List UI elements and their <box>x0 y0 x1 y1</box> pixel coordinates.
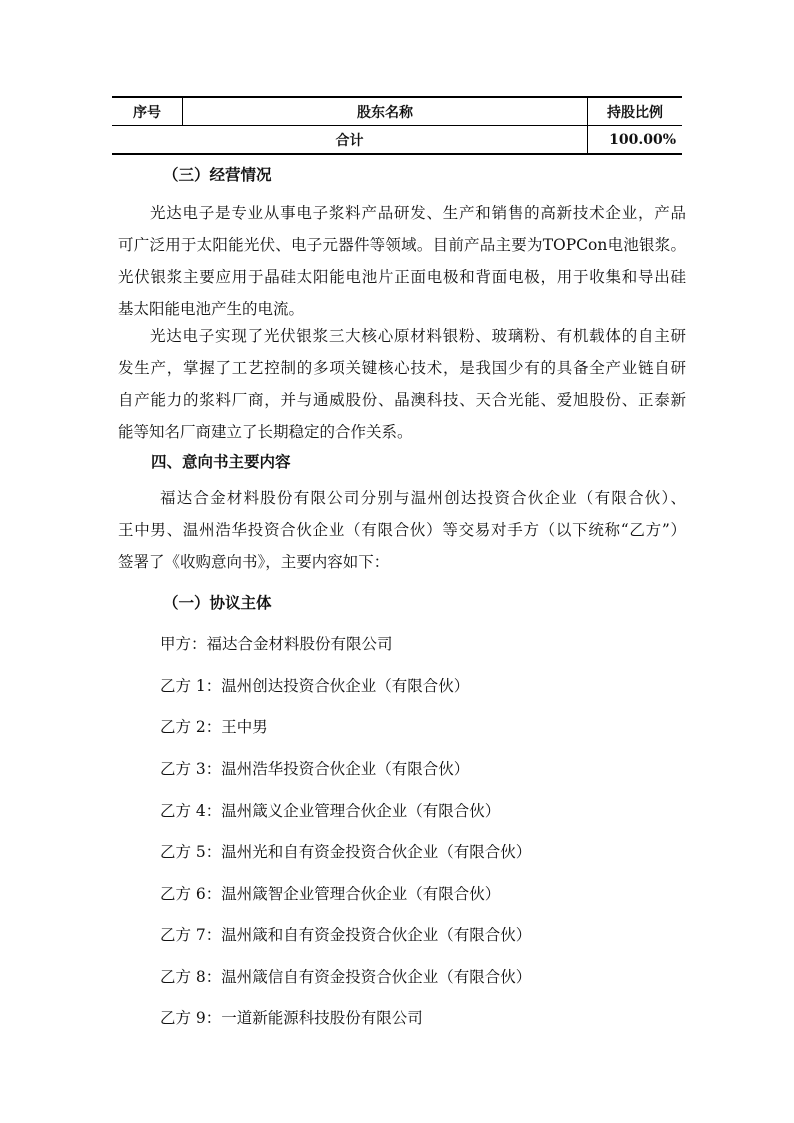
table-header-row <box>112 97 682 126</box>
party-item: 乙方 8：温州箴信自有资金投资合伙企业（有限合伙） <box>160 968 532 986</box>
paragraph-core-technology <box>118 320 686 448</box>
section-heading-letter-of-intent: 四、意向书主要内容 <box>151 452 291 471</box>
paragraph-line: 福达合金材料股份有限公司分别与温州创达投资合伙企业（有限合伙）、 <box>160 489 686 507</box>
paragraph-line: 基太阳能电池产生的电流。 <box>118 300 305 318</box>
paragraph-line: 自产能力的浆料厂商，并与通威股份、晶澳科技、天合光能、爱旭股份、正泰新 <box>118 391 686 409</box>
party-item: 乙方 1：温州创达投资合伙企业（有限合伙） <box>160 677 470 695</box>
section-heading-operations: （三）经营情况 <box>163 165 272 184</box>
total-label: 合计 <box>112 126 588 155</box>
party-item: 乙方 5：温州光和自有资金投资合伙企业（有限合伙） <box>160 843 532 861</box>
paragraph-line: 光伏银浆主要应用于晶硅太阳能电池片正面电极和背面电极，用于收集和导出硅 <box>118 268 686 286</box>
paragraph-intro <box>118 482 686 578</box>
party-item: 乙方 3：温州浩华投资合伙企业（有限合伙） <box>160 760 470 778</box>
paragraph-company-profile <box>118 197 686 325</box>
party-item: 甲方：福达合金材料股份有限公司 <box>160 635 393 653</box>
party-item: 乙方 4：温州箴义企业管理合伙企业（有限合伙） <box>160 802 501 820</box>
total-value: 100.00% <box>588 126 683 155</box>
party-item: 乙方 6：温州箴智企业管理合伙企业（有限合伙） <box>160 885 501 903</box>
party-item: 乙方 9：一道新能源科技股份有限公司 <box>160 1009 423 1027</box>
paragraph-line: 可广泛用于太阳能光伏、电子元器件等领域。目前产品主要为TOPCon电池银浆。 <box>118 236 686 254</box>
column-header-shareholder-name: 股东名称 <box>183 97 588 126</box>
shareholder-table <box>112 96 682 155</box>
column-header-index: 序号 <box>112 97 183 126</box>
table-total-row <box>112 126 682 155</box>
column-header-share-ratio: 持股比例 <box>588 97 683 126</box>
paragraph-line: 光达电子实现了光伏银浆三大核心原材料银粉、玻璃粉、有机载体的自主研 <box>150 327 686 345</box>
party-item: 乙方 2：王中男 <box>160 718 268 736</box>
sub-heading-parties: （一）协议主体 <box>163 593 272 612</box>
party-item: 乙方 7：温州箴和自有资金投资合伙企业（有限合伙） <box>160 926 532 944</box>
paragraph-line: 王中男、温州浩华投资合伙企业（有限合伙）等交易对手方（以下统称“乙方”） <box>118 521 686 539</box>
paragraph-line: 能等知名厂商建立了长期稳定的合作关系。 <box>118 423 413 441</box>
paragraph-line: 光达电子是专业从事电子浆料产品研发、生产和销售的高新技术企业，产品 <box>150 204 686 222</box>
paragraph-line: 签署了《收购意向书》，主要内容如下： <box>118 553 390 571</box>
paragraph-line: 发生产，掌握了工艺控制的多项关键核心技术，是我国少有的具备全产业链自研 <box>118 359 686 377</box>
